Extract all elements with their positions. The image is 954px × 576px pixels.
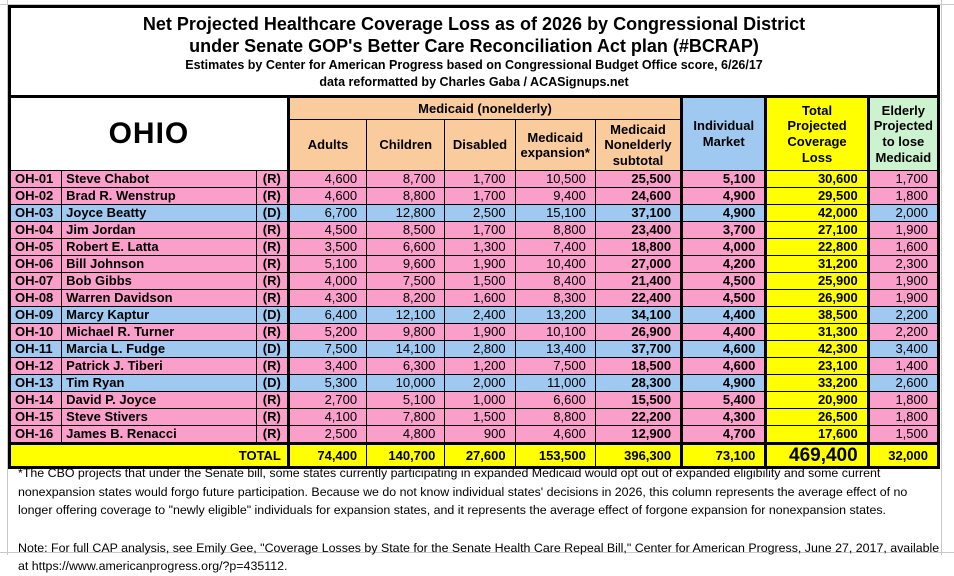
children-header: Children: [367, 119, 445, 170]
individual-market-cell: 4,400: [682, 323, 766, 340]
table-row: [10, 204, 939, 221]
elderly-cell: 1,500: [868, 425, 938, 443]
total-adults: 74,400: [288, 443, 366, 467]
subtotal-cell: 25,500: [595, 170, 681, 187]
party-cell: (R): [256, 255, 288, 272]
disabled-cell: 1,900: [445, 323, 515, 340]
expansion-cell: 7,400: [515, 238, 595, 255]
party-cell: (D): [256, 306, 288, 323]
table-row: [10, 238, 939, 255]
elderly-cell: 3,400: [868, 340, 938, 357]
subtotal-cell: 18,500: [595, 357, 681, 374]
party-cell: (R): [256, 425, 288, 443]
expansion-cell: 13,400: [515, 340, 595, 357]
coverage-loss-cell: 33,200: [766, 374, 868, 391]
children-cell: 6,300: [367, 357, 445, 374]
coverage-loss-cell: 38,500: [766, 306, 868, 323]
children-cell: 9,800: [367, 323, 445, 340]
coverage-loss-cell: 23,100: [766, 357, 868, 374]
coverage-loss-cell: 27,100: [766, 221, 868, 238]
rep-name-cell: Michael R. Turner: [62, 323, 257, 340]
adults-cell: 4,100: [288, 408, 366, 425]
elderly-cell: 2,200: [868, 323, 938, 340]
coverage-loss-cell: 30,600: [766, 170, 868, 187]
children-cell: 5,100: [367, 391, 445, 408]
elderly-cell: 1,800: [868, 187, 938, 204]
expansion-cell: 10,100: [515, 323, 595, 340]
expansion-cell: 13,200: [515, 306, 595, 323]
expansion-cell: 7,500: [515, 357, 595, 374]
subtotal-cell: 22,400: [595, 289, 681, 306]
party-cell: (R): [256, 272, 288, 289]
total-coverage-loss-header: Total Projected Coverage Loss: [766, 96, 868, 170]
adults-cell: 2,500: [288, 425, 366, 443]
district-cell: OH-02: [10, 187, 62, 204]
individual-market-cell: 4,000: [682, 238, 766, 255]
district-cell: OH-13: [10, 374, 62, 391]
party-cell: (R): [256, 238, 288, 255]
asterisk-footnote: *The CBO projects that under the Senate bill, some states currently participating in expanded Medicaid would opt out of expanded eligibility and some current nonexpansion states would forgo future participation. Because we do not know individual states' decisions in 2026, this column represents the average effect of no longer offering coverage to "newly eligible" individuals for expansion states, and it represents the average effect of forgone expansion for nonexpansion states.: [18, 466, 908, 518]
rep-name-cell: Bob Gibbs: [62, 272, 257, 289]
district-cell: OH-01: [10, 170, 62, 187]
children-cell: 7,800: [367, 408, 445, 425]
adults-header: Adults: [288, 119, 366, 170]
party-cell: (R): [256, 323, 288, 340]
footnotes: [18, 464, 944, 576]
sheet: [8, 5, 940, 574]
children-cell: 9,600: [367, 255, 445, 272]
elderly-cell: 1,600: [868, 238, 938, 255]
elderly-cell: 2,300: [868, 255, 938, 272]
children-cell: 8,200: [367, 289, 445, 306]
district-cell: OH-05: [10, 238, 62, 255]
table-header: [10, 96, 939, 170]
disabled-cell: 1,600: [445, 289, 515, 306]
subtotal-cell: 15,500: [595, 391, 681, 408]
disabled-cell: 1,900: [445, 255, 515, 272]
party-cell: (R): [256, 391, 288, 408]
elderly-header: Elderly Projected to lose Medicaid: [868, 96, 938, 170]
adults-cell: 4,500: [288, 221, 366, 238]
adults-cell: 3,400: [288, 357, 366, 374]
title-line-2: under Senate GOP's Better Care Reconciliation Act plan (#BCRAP): [189, 35, 759, 56]
subtotal-cell: 37,100: [595, 204, 681, 221]
elderly-cell: 2,600: [868, 374, 938, 391]
individual-market-cell: 4,900: [682, 187, 766, 204]
adults-cell: 5,100: [288, 255, 366, 272]
adults-cell: 4,300: [288, 289, 366, 306]
district-cell: OH-14: [10, 391, 62, 408]
district-cell: OH-09: [10, 306, 62, 323]
adults-cell: 7,500: [288, 340, 366, 357]
subtotal-cell: 22,200: [595, 408, 681, 425]
total-disabled: 27,600: [445, 443, 515, 467]
adults-cell: 4,600: [288, 170, 366, 187]
individual-market-cell: 4,600: [682, 340, 766, 357]
disabled-cell: 2,400: [445, 306, 515, 323]
title-line-1: Net Projected Healthcare Coverage Loss as of 2026 by Congressional District: [142, 14, 806, 34]
party-cell: (R): [256, 289, 288, 306]
party-cell: (R): [256, 408, 288, 425]
table-row: [10, 340, 939, 357]
expansion-cell: 15,100: [515, 204, 595, 221]
disabled-cell: 1,700: [445, 170, 515, 187]
coverage-loss-cell: 42,000: [766, 204, 868, 221]
individual-market-cell: 5,400: [682, 391, 766, 408]
cap-footnote: Note: For full CAP analysis, see Emily Gee, "Coverage Losses by State for the Senate Health Care Repeal Bill," Center for American Progress, June 27, 2017, available at https://www.americanprogress.org/?p=435112.: [18, 540, 940, 574]
table-row: [10, 170, 939, 187]
disabled-cell: 2,500: [445, 204, 515, 221]
expansion-cell: 11,000: [515, 374, 595, 391]
table-row: [10, 289, 939, 306]
district-cell: OH-08: [10, 289, 62, 306]
elderly-cell: 1,400: [868, 357, 938, 374]
coverage-loss-cell: 20,900: [766, 391, 868, 408]
expansion-header: Medicaid expansion*: [515, 119, 595, 170]
children-cell: 14,100: [367, 340, 445, 357]
children-cell: 8,800: [367, 187, 445, 204]
elderly-cell: 2,000: [868, 204, 938, 221]
adults-cell: 2,700: [288, 391, 366, 408]
expansion-cell: 8,800: [515, 408, 595, 425]
party-cell: (R): [256, 357, 288, 374]
disabled-cell: 1,300: [445, 238, 515, 255]
children-cell: 8,700: [367, 170, 445, 187]
district-cell: OH-15: [10, 408, 62, 425]
expansion-cell: 10,500: [515, 170, 595, 187]
children-cell: 7,500: [367, 272, 445, 289]
subtitle-line-2: data reformatted by Charles Gaba / ACASignups.net: [319, 75, 629, 90]
subtotal-cell: 12,900: [595, 425, 681, 443]
table-row: [10, 272, 939, 289]
total-expansion: 153,500: [515, 443, 595, 467]
individual-market-header: Individual Market: [682, 96, 766, 170]
rep-name-cell: Jim Jordan: [62, 221, 257, 238]
children-cell: 8,500: [367, 221, 445, 238]
district-cell: OH-16: [10, 425, 62, 443]
medicaid-group-header: Medicaid (nonelderly): [288, 96, 681, 119]
total-individual-market: 73,100: [682, 443, 766, 467]
coverage-loss-cell: 25,900: [766, 272, 868, 289]
party-cell: (R): [256, 170, 288, 187]
subtotal-cell: 18,800: [595, 238, 681, 255]
expansion-cell: 4,600: [515, 425, 595, 443]
expansion-cell: 10,400: [515, 255, 595, 272]
disabled-cell: 900: [445, 425, 515, 443]
expansion-cell: 9,400: [515, 187, 595, 204]
children-cell: 6,600: [367, 238, 445, 255]
rep-name-cell: Patrick J. Tiberi: [62, 357, 257, 374]
adults-cell: 3,500: [288, 238, 366, 255]
table-row: [10, 221, 939, 238]
total-elderly: 32,000: [868, 443, 938, 467]
state-label: OHIO: [10, 96, 289, 170]
party-cell: (R): [256, 221, 288, 238]
individual-market-cell: 4,500: [682, 289, 766, 306]
disabled-header: Disabled: [445, 119, 515, 170]
table-row: [10, 255, 939, 272]
subtitle-line-1: Estimates by Center for American Progress based on Congressional Budget Office score, 6/26/17: [185, 58, 763, 73]
rep-name-cell: Marcia L. Fudge: [62, 340, 257, 357]
party-cell: (D): [256, 340, 288, 357]
subtotal-cell: 21,400: [595, 272, 681, 289]
district-cell: OH-10: [10, 323, 62, 340]
rep-name-cell: Joyce Beatty: [62, 204, 257, 221]
subtotal-cell: 27,000: [595, 255, 681, 272]
coverage-loss-cell: 42,300: [766, 340, 868, 357]
coverage-loss-cell: 29,500: [766, 187, 868, 204]
subtotal-cell: 24,600: [595, 187, 681, 204]
disabled-cell: 1,500: [445, 272, 515, 289]
district-cell: OH-12: [10, 357, 62, 374]
subtotal-cell: 23,400: [595, 221, 681, 238]
rep-name-cell: Brad R. Wenstrup: [62, 187, 257, 204]
children-cell: 12,800: [367, 204, 445, 221]
rep-name-cell: Steve Stivers: [62, 408, 257, 425]
coverage-loss-cell: 26,900: [766, 289, 868, 306]
subtotal-cell: 28,300: [595, 374, 681, 391]
disabled-cell: 1,500: [445, 408, 515, 425]
rep-name-cell: Bill Johnson: [62, 255, 257, 272]
rep-name-cell: Tim Ryan: [62, 374, 257, 391]
subtotal-cell: 34,100: [595, 306, 681, 323]
elderly-cell: 1,800: [868, 391, 938, 408]
coverage-loss-cell: 22,800: [766, 238, 868, 255]
rep-name-cell: David P. Joyce: [62, 391, 257, 408]
total-label: TOTAL: [10, 443, 289, 467]
adults-cell: 4,600: [288, 187, 366, 204]
rep-name-cell: Marcy Kaptur: [62, 306, 257, 323]
individual-market-cell: 4,500: [682, 272, 766, 289]
table-row: [10, 374, 939, 391]
party-cell: (D): [256, 374, 288, 391]
rep-name-cell: Robert E. Latta: [62, 238, 257, 255]
elderly-cell: 1,900: [868, 221, 938, 238]
expansion-cell: 8,800: [515, 221, 595, 238]
district-rows: [10, 170, 939, 443]
total-children: 140,700: [367, 443, 445, 467]
district-cell: OH-11: [10, 340, 62, 357]
party-cell: (D): [256, 204, 288, 221]
children-cell: 12,100: [367, 306, 445, 323]
individual-market-cell: 4,900: [682, 374, 766, 391]
table-row: [10, 425, 939, 443]
rep-name-cell: Steve Chabot: [62, 170, 257, 187]
elderly-cell: 1,700: [868, 170, 938, 187]
coverage-loss-cell: 31,300: [766, 323, 868, 340]
individual-market-cell: 4,600: [682, 357, 766, 374]
district-cell: OH-07: [10, 272, 62, 289]
individual-market-cell: 4,400: [682, 306, 766, 323]
coverage-loss-cell: 26,500: [766, 408, 868, 425]
adults-cell: 6,700: [288, 204, 366, 221]
children-cell: 10,000: [367, 374, 445, 391]
total-subtotal: 396,300: [595, 443, 681, 467]
district-cell: OH-04: [10, 221, 62, 238]
adults-cell: 4,000: [288, 272, 366, 289]
expansion-cell: 6,600: [515, 391, 595, 408]
adults-cell: 6,400: [288, 306, 366, 323]
coverage-loss-cell: 17,600: [766, 425, 868, 443]
rep-name-cell: Warren Davidson: [62, 289, 257, 306]
individual-market-cell: 4,200: [682, 255, 766, 272]
subtotal-cell: 37,700: [595, 340, 681, 357]
disabled-cell: 1,200: [445, 357, 515, 374]
district-cell: OH-03: [10, 204, 62, 221]
adults-cell: 5,200: [288, 323, 366, 340]
individual-market-cell: 4,700: [682, 425, 766, 443]
expansion-cell: 8,300: [515, 289, 595, 306]
coverage-loss-table: [8, 95, 940, 469]
table-row: [10, 391, 939, 408]
individual-market-cell: 5,100: [682, 170, 766, 187]
elderly-cell: 1,900: [868, 289, 938, 306]
children-cell: 4,800: [367, 425, 445, 443]
elderly-cell: 1,900: [868, 272, 938, 289]
elderly-cell: 1,800: [868, 408, 938, 425]
party-cell: (R): [256, 187, 288, 204]
individual-market-cell: 4,900: [682, 204, 766, 221]
rep-name-cell: James B. Renacci: [62, 425, 257, 443]
individual-market-cell: 4,300: [682, 408, 766, 425]
table-row: [10, 306, 939, 323]
disabled-cell: 1,700: [445, 221, 515, 238]
subtotal-cell: 26,900: [595, 323, 681, 340]
disabled-cell: 2,000: [445, 374, 515, 391]
disabled-cell: 1,000: [445, 391, 515, 408]
disabled-cell: 2,800: [445, 340, 515, 357]
district-cell: OH-06: [10, 255, 62, 272]
individual-market-cell: 3,700: [682, 221, 766, 238]
title-block: [8, 5, 940, 95]
subtotal-header: Medicaid Nonelderly subtotal: [595, 119, 681, 170]
table-row: [10, 187, 939, 204]
coverage-loss-cell: 31,200: [766, 255, 868, 272]
table-row: [10, 323, 939, 340]
table-row: [10, 357, 939, 374]
grand-total-coverage-loss: 469,400: [766, 443, 868, 467]
table-row: [10, 408, 939, 425]
expansion-cell: 8,400: [515, 272, 595, 289]
disabled-cell: 1,700: [445, 187, 515, 204]
elderly-cell: 2,200: [868, 306, 938, 323]
adults-cell: 5,300: [288, 374, 366, 391]
